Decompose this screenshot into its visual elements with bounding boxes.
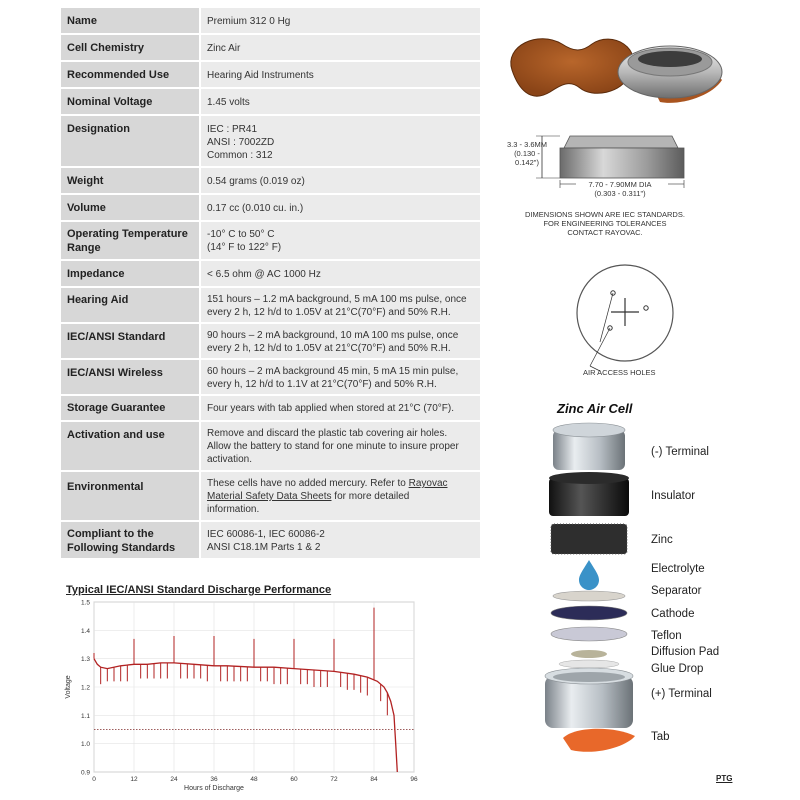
diffusion-pad: [571, 650, 607, 658]
layer-label-separator: Separator: [651, 585, 702, 597]
cathode-disc: [551, 606, 627, 620]
spec-row-chemistry: [61, 34, 480, 61]
spec-label: IEC/ANSI Standard: [67, 331, 166, 343]
layer-label-diffusion-pad: Diffusion Pad: [651, 646, 720, 658]
layer-label-glue-drop: Glue Drop: [651, 663, 704, 675]
layer-label-neg-terminal: (-) Terminal: [651, 446, 709, 458]
dia-mm-label: 7.70 - 7.90MM DIA: [588, 180, 652, 189]
spec-value: Hearing Aid Instruments: [207, 70, 314, 81]
x-tick-label: 12: [130, 776, 138, 783]
battery-photo: [500, 22, 730, 112]
spec-row-activation: [61, 421, 480, 471]
spec-value: 0.54 grams (0.019 oz): [207, 176, 305, 187]
spec-value: 151 hours – 1.2 mA background, 5 mA 100 ms pulse, once every 2 h, 12 h/d to 1.05V at 21°C(70°F) and 50% R.H.: [207, 294, 467, 318]
spec-value: 60 hours – 2 mA background 45 min, 5 mA 15 min pulse, every h, 12 h/d to 1.1V at 21°C(70°F) and 50% R.H.: [207, 366, 459, 390]
spec-row-iec-ansi-standard: [61, 323, 480, 359]
spec-label: Hearing Aid: [67, 294, 129, 306]
spec-table: [61, 8, 480, 560]
spec-row-hearing-aid: [61, 287, 480, 323]
spec-row-environmental: [61, 471, 480, 521]
spec-row-impedance: [61, 260, 480, 287]
layer-label-tab: Tab: [651, 731, 670, 743]
glue-drop: [559, 660, 619, 668]
spec-label: Activation and use: [67, 429, 165, 441]
spec-value: Four years with tab applied when stored at 21°C (70°F).: [207, 403, 455, 414]
air-holes-diagram: [560, 258, 680, 378]
cell-side-view: [560, 148, 684, 178]
y-tick-label: 1.2: [80, 684, 90, 692]
spec-label: Nominal Voltage: [67, 96, 153, 108]
separator-disc: [553, 591, 625, 601]
spec-label: Compliant to the Following Standards: [67, 528, 176, 554]
y-tick-label: 1.0: [80, 741, 90, 749]
spec-row-iec-ansi-wireless: [61, 359, 480, 395]
orange-tab: [563, 729, 635, 752]
dimension-note: DIMENSIONS SHOWN ARE IEC STANDARDS. FOR ENGINEERING TOLERANCES CONTACT RAYOVAC.: [525, 210, 685, 237]
spec-label: Environmental: [67, 481, 144, 493]
exploded-cell-diagram: [535, 420, 645, 760]
height-dimension: [503, 140, 551, 167]
tab-sticker-shape: [511, 39, 634, 96]
x-tick-label: 84: [370, 776, 378, 783]
spec-value: -10° C to 50° C (14° F to 122° F): [207, 229, 282, 253]
discharge-chart: [60, 596, 432, 797]
spec-value: IEC 60086-1, IEC 60086-2 ANSI C18.1M Parts 1 & 2: [207, 529, 325, 553]
y-tick-label: 0.9: [80, 769, 90, 777]
spec-value: < 6.5 ohm @ AC 1000 Hz: [207, 269, 321, 280]
layer-label-zinc: Zinc: [651, 534, 673, 546]
spec-row-voltage: [61, 88, 480, 115]
chart-title: Typical IEC/ANSI Standard Discharge Performance: [66, 584, 332, 596]
spec-row-storage: [61, 395, 480, 421]
spec-row-use: [61, 61, 480, 88]
spec-label: Impedance: [67, 268, 125, 280]
spec-label: Volume: [67, 202, 106, 214]
spec-label: Storage Guarantee: [67, 402, 166, 414]
spec-value: Remove and discard the plastic tab covering air holes. Allow the battery to stand for one minute to insure proper activation.: [207, 428, 459, 465]
spec-label: IEC/ANSI Wireless: [67, 367, 163, 379]
spec-label: Cell Chemistry: [67, 42, 145, 54]
y-tick-label: 1.3: [80, 656, 90, 664]
dia-in-label: (0.303 - 0.311"): [594, 189, 646, 198]
spec-label: Operating Temperature Range: [67, 228, 188, 254]
spec-value: Premium 312 0 Hg: [207, 16, 291, 27]
zinc-anode: [551, 524, 627, 554]
x-tick-label: 0: [92, 776, 96, 783]
ptg-footer: PTG: [716, 774, 733, 783]
x-tick-label: 36: [210, 776, 218, 783]
spec-value: 0.17 cc (0.010 cu. in.): [207, 203, 304, 214]
spec-row-temperature: [61, 221, 480, 260]
spec-label: Recommended Use: [67, 69, 170, 81]
spec-row-standards: [61, 521, 480, 559]
y-tick-label: 1.5: [80, 599, 90, 607]
x-tick-label: 72: [330, 776, 338, 783]
x-axis-label: Hours of Discharge: [184, 785, 244, 792]
y-tick-label: 1.4: [80, 627, 90, 635]
spec-value: IEC : PR41 ANSI : 7002ZD Common : 312: [207, 124, 275, 161]
height-in-label: (0.130 - 0.142"): [514, 149, 540, 167]
diameter-dimension: [570, 180, 670, 198]
x-tick-label: 60: [290, 776, 298, 783]
zinc-air-title: Zinc Air Cell: [557, 401, 633, 416]
layer-label-cathode: Cathode: [651, 608, 695, 620]
spec-row-name: [61, 8, 480, 34]
y-tick-label: 1.1: [80, 712, 90, 720]
spec-label: Weight: [67, 175, 104, 187]
teflon-disc: [551, 627, 627, 641]
height-mm-label: 3.3 - 3.6MM: [506, 140, 547, 149]
x-tick-label: 24: [170, 776, 178, 783]
spec-row-weight: [61, 167, 480, 194]
layer-label-insulator: Insulator: [651, 490, 696, 502]
x-tick-label: 48: [250, 776, 258, 783]
spec-row-designation: [61, 115, 480, 167]
spec-label: Designation: [67, 123, 130, 135]
spec-label: Name: [67, 15, 97, 27]
spec-value: 1.45 volts: [207, 97, 250, 108]
discharge-chart-svg: [60, 596, 432, 792]
air-holes-label: AIR ACCESS HOLES: [583, 368, 656, 377]
spec-value: Zinc Air: [207, 43, 241, 54]
x-tick-label: 96: [410, 776, 418, 783]
layer-label-electrolyte: Electrolyte: [651, 563, 705, 575]
electrolyte-drop: [579, 560, 599, 590]
spec-row-volume: [61, 194, 480, 221]
spec-value: 90 hours – 2 mA background, 10 mA 100 ms pulse, once every 2 h, 12 h/d to 1.05V at 21°C(70°F) and 50% R.H.: [207, 330, 459, 354]
layer-label-pos-terminal: (+) Terminal: [651, 688, 712, 700]
y-axis-label: Voltage: [65, 675, 72, 699]
spec-value: These cells have no added mercury. Refer to Rayovac Material Safety Data Sheets for more detailed information.: [207, 478, 448, 515]
layer-label-teflon: Teflon: [651, 630, 682, 642]
battery-insulator-ring: [638, 51, 702, 67]
msds-link[interactable]: Rayovac Material Safety Data Sheets: [207, 478, 448, 502]
